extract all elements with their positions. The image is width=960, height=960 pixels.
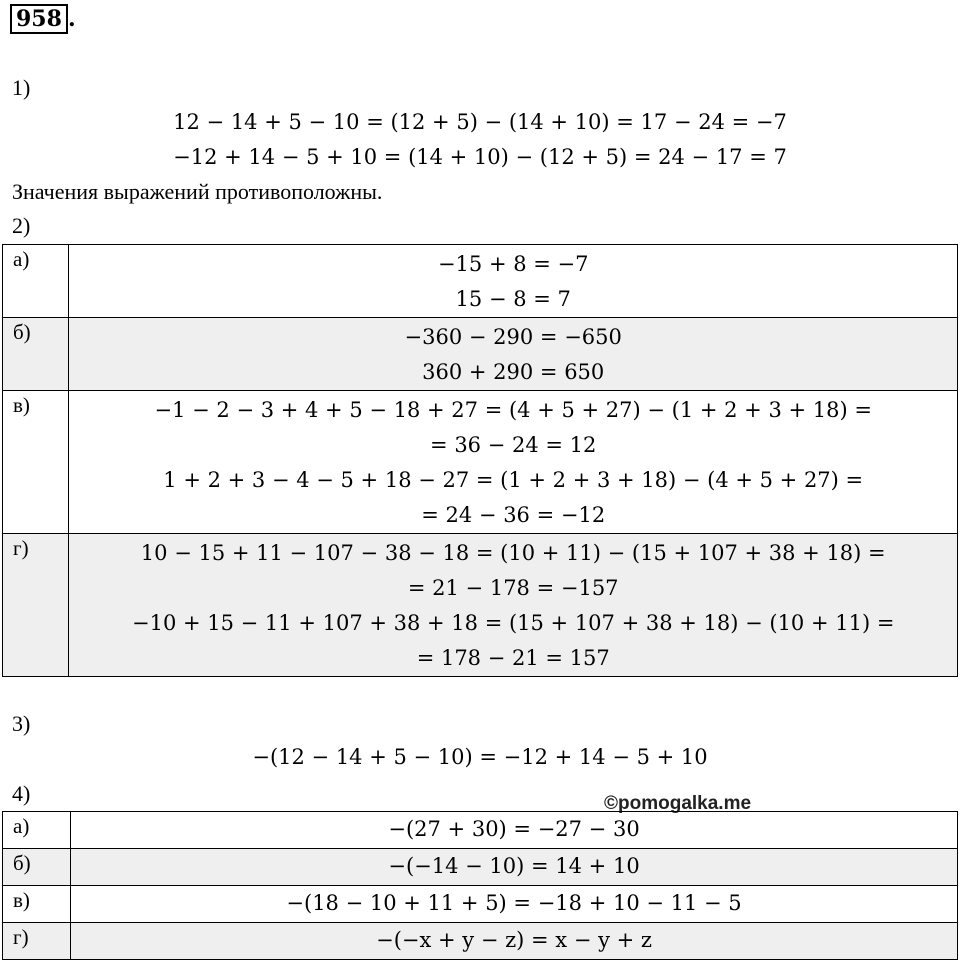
part4-row-b-letter: б) bbox=[3, 849, 71, 886]
part2-row-a-line-2: 15 − 8 = 7 bbox=[455, 287, 571, 311]
part2-row-g-line-4: = 178 − 21 = 157 bbox=[416, 646, 610, 670]
part1-equation-2: −12 + 14 − 5 + 10 = (14 + 10) − (12 + 5) = 24 − 17 = 7 bbox=[173, 145, 787, 169]
part4-row-v-line: −(18 − 10 + 11 + 5) = −18 + 10 − 11 − 5 bbox=[286, 891, 742, 915]
task-number-dot: . bbox=[67, 6, 76, 32]
part4-row-a-line: −(27 + 30) = −27 − 30 bbox=[388, 817, 640, 841]
part4-row-g-body bbox=[71, 923, 958, 960]
part2-row-b-line-2: 360 + 290 = 650 bbox=[422, 360, 605, 384]
part2-row-g-letter: г) bbox=[3, 534, 69, 677]
part2-row-a-letter: а) bbox=[3, 245, 69, 318]
part2-row-v-line-2: = 36 − 24 = 12 bbox=[430, 433, 597, 457]
part2-row-v bbox=[3, 391, 958, 534]
part4-row-g-letter: г) bbox=[3, 923, 71, 960]
part2-row-g-line-1: 10 − 15 + 11 − 107 − 38 − 18 = (10 + 11) − (15 + 107 + 38 + 18) = bbox=[140, 541, 886, 565]
part2-row-v-line-4: = 24 − 36 = −12 bbox=[421, 503, 606, 527]
part2-row-b-line-1: −360 − 290 = −650 bbox=[404, 325, 622, 349]
part2-row-g-body bbox=[69, 534, 958, 677]
part4-row-b bbox=[3, 849, 958, 886]
part4-row-v-body bbox=[71, 886, 958, 923]
task-number bbox=[10, 4, 76, 32]
part4-row-v-letter: в) bbox=[3, 886, 71, 923]
part4-row-a bbox=[3, 812, 958, 849]
part2-row-g-line-3: −10 + 15 − 11 + 107 + 38 + 18 = (15 + 107 + 38 + 18) − (10 + 11) = bbox=[132, 611, 895, 635]
part4-table bbox=[2, 811, 958, 960]
part4-row-b-line: −(−14 − 10) = 14 + 10 bbox=[388, 854, 640, 878]
watermark: ©pomogalka.me bbox=[604, 793, 752, 814]
part1-label: 1) bbox=[12, 75, 31, 100]
part4-row-g-line: −(−x + y − z) = x − y + z bbox=[376, 928, 652, 952]
part1-equation-1: 12 − 14 + 5 − 10 = (12 + 5) − (14 + 10) = 17 − 24 = −7 bbox=[173, 110, 787, 134]
part2-row-a bbox=[3, 245, 958, 318]
part2-row-b bbox=[3, 318, 958, 391]
part2-row-v-line-3: 1 + 2 + 3 − 4 − 5 + 18 − 27 = (1 + 2 + 3 + 18) − (4 + 5 + 27) = bbox=[163, 468, 864, 492]
part3-label: 3) bbox=[12, 711, 31, 736]
part4-row-v bbox=[3, 886, 958, 923]
part2-row-a-line-1: −15 + 8 = −7 bbox=[437, 252, 589, 276]
part2-row-b-body bbox=[69, 318, 958, 391]
part4-row-a-letter: а) bbox=[3, 812, 71, 849]
part2-table bbox=[2, 244, 958, 677]
part2-row-v-letter: в) bbox=[3, 391, 69, 534]
part2-row-g-line-2: = 21 − 178 = −157 bbox=[407, 576, 619, 600]
part4-row-g bbox=[3, 923, 958, 960]
part3-equation: −(12 − 14 + 5 − 10) = −12 + 14 − 5 + 10 bbox=[252, 745, 708, 769]
part4-row-b-body bbox=[71, 849, 958, 886]
part2-row-v-body bbox=[69, 391, 958, 534]
part2-row-a-body bbox=[69, 245, 958, 318]
part4-row-a-body bbox=[71, 812, 958, 849]
part2-row-b-letter: б) bbox=[3, 318, 69, 391]
part2-row-v-line-1: −1 − 2 − 3 + 4 + 5 − 18 + 27 = (4 + 5 + 27) − (1 + 2 + 3 + 18) = bbox=[154, 398, 872, 422]
task-number-box: 958 bbox=[10, 4, 68, 34]
part2-row-g bbox=[3, 534, 958, 677]
part1-note: Значения выражений противоположны. bbox=[12, 179, 383, 204]
part4-label: 4) bbox=[12, 781, 31, 806]
part2-label: 2) bbox=[12, 213, 31, 238]
